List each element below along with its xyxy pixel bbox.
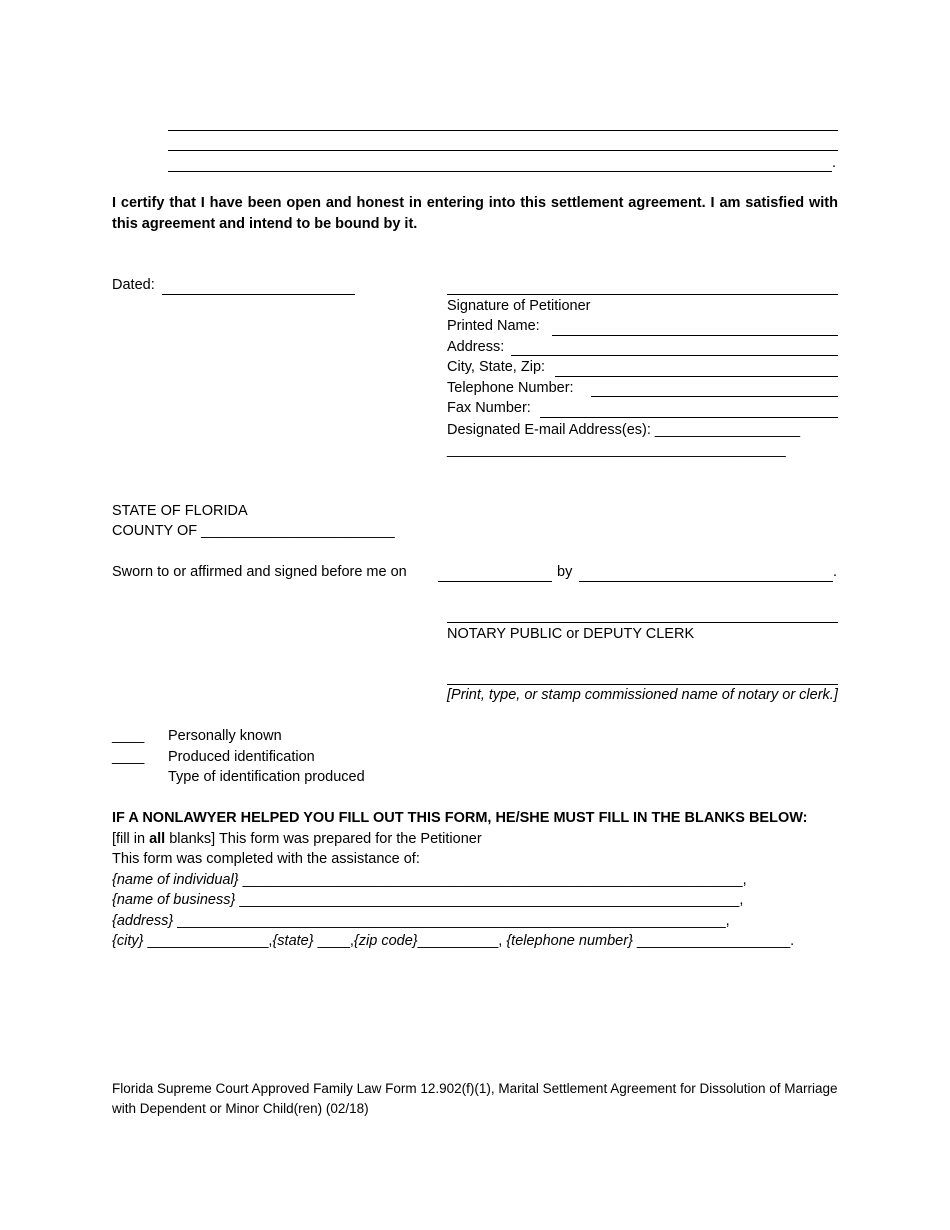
blank-line-period: . (832, 155, 837, 171)
fax-label: Fax Number: (447, 400, 531, 416)
state-label: STATE OF FLORIDA (112, 503, 248, 519)
telephone-number-end: ___. (765, 933, 795, 949)
nonlawyer-heading: IF A NONLAWYER HELPED YOU FILL OUT THIS FORM, HE/SHE MUST FILL IN THE BLANKS BELOW: (112, 810, 808, 826)
telephone-number-label: {telephone number} (506, 933, 633, 949)
address-label: Address: (447, 339, 505, 355)
notary-stamp-note: [Print, type, or stamp commissioned name of notary or clerk.] (447, 687, 838, 703)
telephone-field[interactable] (591, 396, 838, 397)
city-state-zip-field[interactable] (555, 376, 838, 377)
name-business-row[interactable] (112, 892, 743, 908)
produced-id-label: Produced identification (168, 749, 315, 765)
nonlawyer-address-field[interactable]: ____________________________________________________________________, (173, 913, 730, 929)
sworn-by: by (557, 564, 573, 580)
notary-title: NOTARY PUBLIC or DEPUTY CLERK (447, 626, 695, 642)
sworn-by-field[interactable] (579, 581, 833, 582)
nonlawyer-address-label: {address} (112, 913, 174, 929)
petitioner-signature-line[interactable] (447, 294, 838, 295)
type-of-id-label[interactable]: Type of identification produced (168, 769, 365, 785)
name-individual-label: {name of individual} (112, 872, 239, 888)
form-footer: Florida Supreme Court Approved Family Law Form 12.902(f)(1), Marital Settlement Agreement for Dissolution of Marriage with Dependent or Minor Child(ren) (02/18) (112, 1081, 838, 1116)
sworn-prefix: Sworn to or affirmed and signed before me on (112, 564, 407, 580)
produced-id-checkbox[interactable]: ____ (112, 749, 145, 765)
fill-prefix: [fill in (112, 831, 150, 847)
city-state-zip-row[interactable] (112, 933, 794, 949)
personally-known-checkbox[interactable]: ____ (112, 728, 145, 744)
dated-field[interactable] (162, 294, 355, 295)
name-business-field[interactable]: ______________________________________________________________, (235, 892, 744, 908)
name-individual-field[interactable]: ______________________________________________________________, (238, 872, 747, 888)
telephone-number-field[interactable]: ________________ (632, 933, 766, 949)
address-row[interactable] (112, 913, 730, 929)
city-state-zip-label: City, State, Zip: (447, 359, 546, 375)
city-field[interactable]: _______________, (143, 933, 273, 949)
notary-signature-line[interactable] (447, 622, 838, 623)
fill-suffix: blanks] This form was prepared for the Petitioner (165, 831, 482, 847)
name-business-label: {name of business} (112, 892, 236, 908)
signature-of-petitioner-label: Signature of Petitioner (447, 298, 591, 314)
fax-field[interactable] (540, 417, 838, 418)
sworn-date-field[interactable] (438, 581, 552, 582)
certification-text: I certify that I have been open and honest in entering into this settlement agreement. I am satisfied with this agreement and intend to be bound by it. (112, 195, 838, 232)
blank-line-3[interactable] (168, 171, 832, 172)
personally-known-label: Personally known (168, 728, 282, 744)
name-individual-row[interactable] (112, 872, 747, 888)
telephone-label: Telephone Number: (447, 380, 574, 396)
county-label[interactable]: COUNTY OF ________________________ (112, 523, 395, 539)
state-field-label: {state} (272, 933, 314, 949)
printed-name-label: Printed Name: (447, 318, 540, 334)
sworn-period: . (833, 564, 838, 580)
printed-name-field[interactable] (552, 335, 838, 336)
address-field[interactable] (511, 355, 838, 356)
blank-line-2[interactable] (168, 150, 838, 151)
fill-in-line (112, 831, 482, 847)
state-field[interactable]: ____, (313, 933, 354, 949)
zip-label: {zip code} (353, 933, 418, 949)
completed-with-label: This form was completed with the assistance of: (112, 851, 420, 867)
email-label[interactable]: Designated E-mail Address(es): __________________ (447, 422, 801, 438)
dated-label: Dated: (112, 277, 155, 293)
blank-line-1[interactable] (168, 130, 838, 131)
city-label: {city} (112, 933, 144, 949)
zip-field[interactable]: __________, (417, 933, 507, 949)
fill-all: all (149, 831, 166, 847)
email-line-2[interactable]: __________________________________________ (447, 442, 786, 458)
